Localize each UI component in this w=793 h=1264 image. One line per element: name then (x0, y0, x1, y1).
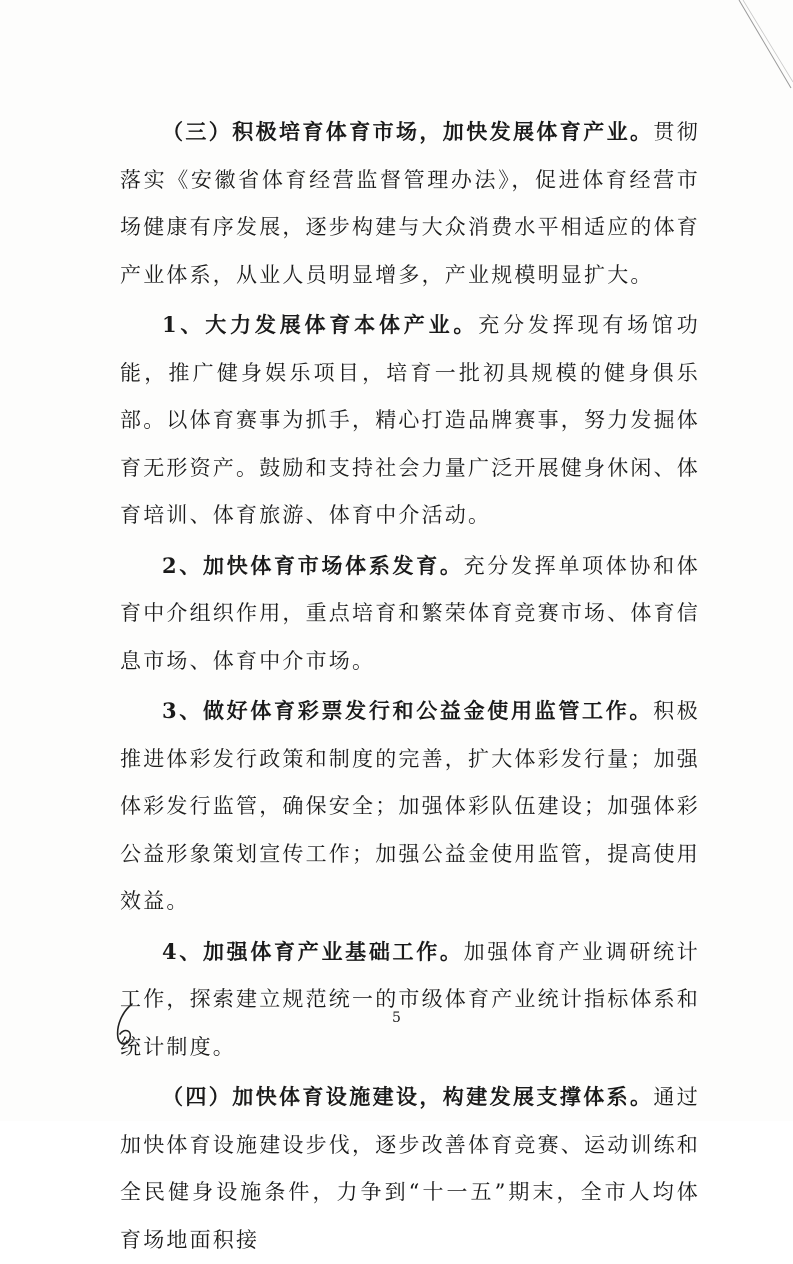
paragraph-body: 通过加快体育设施建设步伐，逐步改善体育竞赛、运动训练和全民健身设施条件，力争到“十一五”期末，全市人均体育场地面积接 (120, 1085, 700, 1252)
page-number: 5 (392, 1010, 401, 1026)
paragraph-item-4 (120, 928, 700, 1072)
paragraph-section-3 (120, 108, 700, 299)
paragraph-lead: 4、加强体育产业基础工作。 (162, 938, 464, 964)
paragraph-item-1 (120, 301, 700, 540)
scan-artifact-line (673, 0, 793, 90)
paragraph-item-2 (120, 542, 700, 686)
paragraph-lead: （四）加快体育设施建设，构建发展支撑体系。 (162, 1084, 654, 1109)
paragraph-lead: （三）积极培育体育市场，加快发展体育产业。 (162, 119, 654, 144)
paragraph-item-3 (120, 687, 700, 926)
paragraph-body: 加强体育产业调研统计工作，探索建立规范统一的市级体育产业统计指标体系和统计制度。 (120, 939, 701, 1059)
paragraph-lead: 3、做好体育彩票发行和公益金使用监管工作。 (162, 698, 654, 723)
paragraph-body: 充分发挥单项体协和体育中介组织作用，重点培育和繁荣体育竞赛市场、体育信息市场、体育中介市场。 (120, 553, 701, 673)
paragraph-body: 贯彻落实《安徽省体育经营监督管理办法》，促进体育经营市场健康有序发展，逐步构建与大众消费水平相适应的体育产业体系，从业人员明显增多，产业规模明显扩大。 (120, 120, 700, 287)
paragraph-lead: 1、大力发展体育本体产业。 (162, 312, 479, 337)
paragraph-lead: 2、加快体育市场体系发育。 (162, 552, 464, 578)
paragraph-body: 充分发挥现有场馆功能，推广健身娱乐项目，培育一批初具规模的健身俱乐部。以体育赛事为抓手，精心打造品牌赛事，努力发掘体育无形资产。鼓励和支持社会力量广泛开展健身休闲、体育培训、体育旅游、体育中介活动。 (120, 313, 700, 527)
paragraph-section-4 (120, 1073, 700, 1264)
body-text (120, 108, 700, 1264)
paragraph-body: 积极推进体彩发行政策和制度的完善，扩大体彩发行量；加强体彩发行监管，确保安全；加强体彩队伍建设；加强体彩公益形象策划宣传工作；加强公益金使用监管，提高使用效益。 (120, 699, 700, 913)
